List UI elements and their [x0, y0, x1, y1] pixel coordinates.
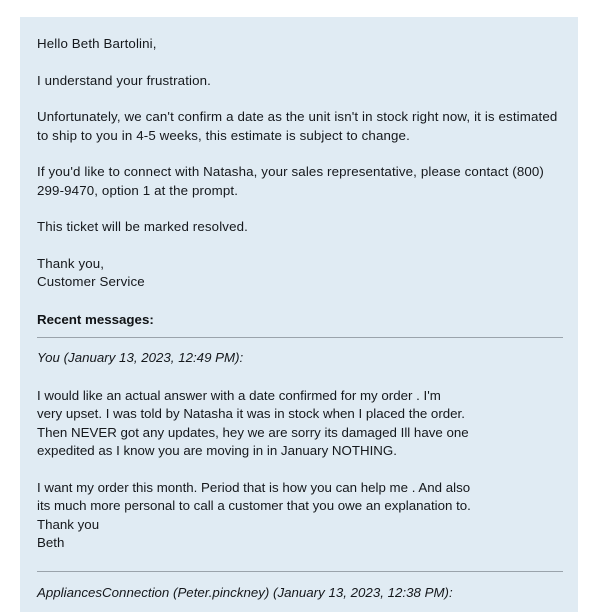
signoff-thankyou: Thank you,: [37, 255, 105, 271]
message-line: its much more personal to call a customer that you owe an explanation to.: [37, 498, 471, 513]
reply-signoff: [37, 255, 562, 292]
signoff-team: Customer Service: [37, 274, 145, 289]
message-author-appliancesconnection: AppliancesConnection (Peter.pinckney) (January 13, 2023, 12:38 PM):: [37, 584, 453, 600]
message-author-you: You (January 13, 2023, 12:49 PM):: [37, 350, 244, 365]
message-body-you-part1: [37, 387, 562, 461]
greeting-line: Hello Beth Bartolini,: [37, 36, 157, 51]
message-line: I want my order this month. Period that is how you can help me . And also: [37, 479, 471, 495]
message-line: expedited as I know you are moving in in January NOTHING.: [37, 443, 397, 458]
reply-paragraph-1: I understand your frustration.: [37, 72, 211, 88]
message-line: Thank you: [37, 516, 100, 532]
message-line: Then NEVER got any updates, hey we are sorry its damaged Ill have one: [37, 424, 469, 440]
recent-messages-divider-bottom: [37, 571, 563, 572]
message-line: Beth: [37, 535, 65, 550]
message-body-you-part2: [37, 479, 562, 553]
reply-paragraph-2: Unfortunately, we can't confirm a date as the unit isn't in stock right now, it is estimated to ship to you in 4-5 weeks, this estimate is subject to change.: [37, 109, 558, 143]
reply-paragraph-4: This ticket will be marked resolved.: [37, 219, 248, 234]
message-line: I would like an actual answer with a date confirmed for my order . I'm: [37, 387, 441, 403]
message-line: very upset. I was told by Natasha it was in stock when I placed the order.: [37, 406, 465, 421]
recent-messages-divider-top: [37, 337, 563, 338]
reply-paragraph-3: If you'd like to connect with Natasha, your sales representative, please contact (800) 299-9470, option 1 at the prompt.: [37, 164, 544, 198]
message-body-panel: [20, 17, 578, 612]
recent-messages-heading: Recent messages:: [37, 311, 154, 327]
